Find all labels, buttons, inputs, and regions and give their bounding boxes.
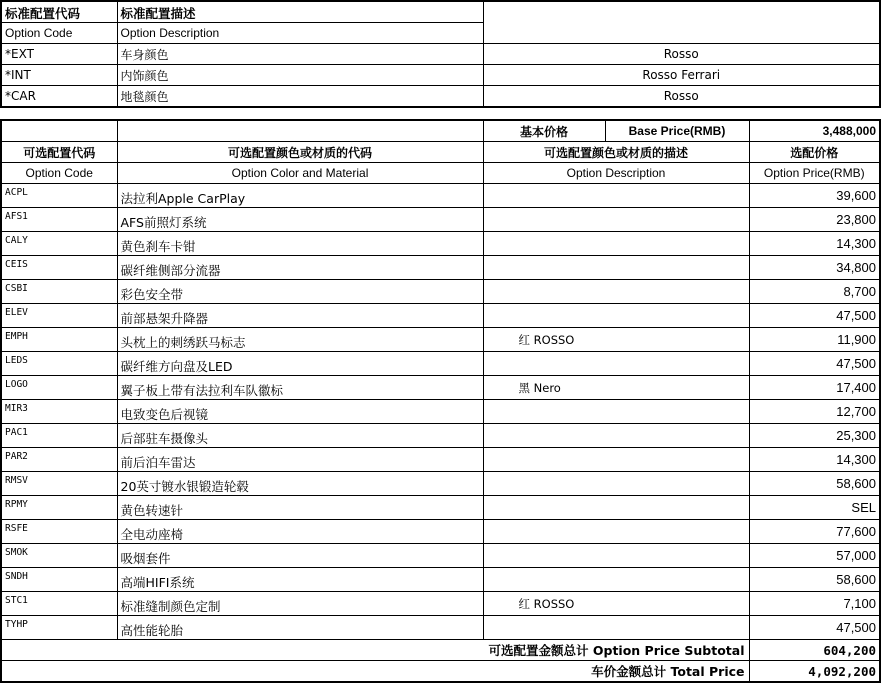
option-code: EMPH	[1, 328, 117, 352]
total-row	[1, 661, 880, 683]
option-price: 47,500	[749, 304, 880, 328]
option-material: 黄色转速针	[117, 496, 483, 520]
std-header-desc-en: Option Description	[117, 23, 483, 44]
option-code: TYHP	[1, 616, 117, 640]
std-desc: 内饰颜色	[117, 65, 483, 86]
option-row	[1, 544, 880, 568]
header-desc-cn: 可选配置颜色或材质的描述	[483, 142, 749, 163]
option-material: 电致变色后视镜	[117, 400, 483, 424]
option-code: LEDS	[1, 352, 117, 376]
option-code: MIR3	[1, 400, 117, 424]
header-price-cn: 选配价格	[749, 142, 880, 163]
option-description	[483, 232, 749, 256]
std-row	[1, 65, 880, 86]
blank-cell	[1, 120, 117, 142]
option-row	[1, 328, 880, 352]
option-row	[1, 256, 880, 280]
option-price: 12,700	[749, 400, 880, 424]
option-description	[483, 256, 749, 280]
std-header-code-cn: 标准配置代码	[1, 1, 117, 23]
option-row	[1, 424, 880, 448]
option-material: 彩色安全带	[117, 280, 483, 304]
option-code: SMOK	[1, 544, 117, 568]
option-material: 吸烟套件	[117, 544, 483, 568]
subtotal-value: 604,200	[749, 640, 880, 661]
option-price: 14,300	[749, 232, 880, 256]
std-desc: 车身颜色	[117, 44, 483, 65]
option-description	[483, 184, 749, 208]
option-price: 47,500	[749, 352, 880, 376]
option-material: 黄色刹车卡钳	[117, 232, 483, 256]
option-material: 前后泊车雷达	[117, 448, 483, 472]
option-code: CEIS	[1, 256, 117, 280]
option-price: 25,300	[749, 424, 880, 448]
option-code: CALY	[1, 232, 117, 256]
option-row	[1, 616, 880, 640]
option-code: PAR2	[1, 448, 117, 472]
header-code-cn: 可选配置代码	[1, 142, 117, 163]
std-row	[1, 44, 880, 65]
option-row	[1, 472, 880, 496]
option-description	[483, 208, 749, 232]
option-code: RMSV	[1, 472, 117, 496]
option-description	[483, 352, 749, 376]
option-code: PAC1	[1, 424, 117, 448]
option-row	[1, 184, 880, 208]
option-price: 77,600	[749, 520, 880, 544]
options-header-cn	[1, 142, 880, 163]
option-code: SNDH	[1, 568, 117, 592]
standard-options-table	[0, 0, 881, 108]
option-row	[1, 208, 880, 232]
option-code: RPMY	[1, 496, 117, 520]
option-code: RSFE	[1, 520, 117, 544]
option-material: 高性能轮胎	[117, 616, 483, 640]
option-code: ACPL	[1, 184, 117, 208]
std-desc: 地毯颜色	[117, 86, 483, 108]
optional-options-table	[0, 119, 881, 683]
std-code: *INT	[1, 65, 117, 86]
option-row	[1, 448, 880, 472]
std-code: *CAR	[1, 86, 117, 108]
std-header-desc-cn: 标准配置描述	[117, 1, 483, 23]
option-description: 黑 Nero	[483, 376, 749, 400]
option-description	[483, 544, 749, 568]
option-price: 17,400	[749, 376, 880, 400]
option-row	[1, 592, 880, 616]
option-price: 58,600	[749, 568, 880, 592]
options-header-en	[1, 163, 880, 184]
option-row	[1, 568, 880, 592]
option-row	[1, 232, 880, 256]
option-price: 11,900	[749, 328, 880, 352]
option-description	[483, 520, 749, 544]
std-value: Rosso	[483, 86, 880, 108]
option-material: 法拉利Apple CarPlay	[117, 184, 483, 208]
option-row	[1, 376, 880, 400]
std-header-code-en: Option Code	[1, 23, 117, 44]
option-code: LOGO	[1, 376, 117, 400]
option-price: 47,500	[749, 616, 880, 640]
std-value: Rosso Ferrari	[483, 65, 880, 86]
option-row	[1, 496, 880, 520]
option-row	[1, 352, 880, 376]
option-price: 8,700	[749, 280, 880, 304]
option-material: 20英寸镀水银锻造轮毂	[117, 472, 483, 496]
option-price: 58,600	[749, 472, 880, 496]
header-material-cn: 可选配置颜色或材质的代码	[117, 142, 483, 163]
option-code: CSBI	[1, 280, 117, 304]
std-value: Rosso	[483, 44, 880, 65]
option-material: 翼子板上带有法拉利车队徽标	[117, 376, 483, 400]
header-code-en: Option Code	[1, 163, 117, 184]
option-description	[483, 448, 749, 472]
option-code: STC1	[1, 592, 117, 616]
header-price-en: Option Price(RMB)	[749, 163, 880, 184]
base-price-row	[1, 120, 880, 142]
option-material: 头枕上的刺绣跃马标志	[117, 328, 483, 352]
std-code: *EXT	[1, 44, 117, 65]
option-description	[483, 568, 749, 592]
option-price: SEL	[749, 496, 880, 520]
option-price: 34,800	[749, 256, 880, 280]
blank-cell	[117, 120, 483, 142]
option-material: 前部悬架升降器	[117, 304, 483, 328]
total-value: 4,092,200	[749, 661, 880, 683]
option-row	[1, 520, 880, 544]
option-price: 57,000	[749, 544, 880, 568]
total-label: 车价金额总计 Total Price	[1, 661, 749, 683]
option-description	[483, 616, 749, 640]
option-code: ELEV	[1, 304, 117, 328]
option-material: 高端HIFI系统	[117, 568, 483, 592]
std-row	[1, 86, 880, 108]
option-material: AFS前照灯系统	[117, 208, 483, 232]
option-price: 39,600	[749, 184, 880, 208]
option-code: AFS1	[1, 208, 117, 232]
option-material: 全电动座椅	[117, 520, 483, 544]
std-header-blank	[483, 1, 880, 44]
option-material: 后部驻车摄像头	[117, 424, 483, 448]
option-description: 红 ROSSO	[483, 328, 749, 352]
option-description	[483, 472, 749, 496]
subtotal-row	[1, 640, 880, 661]
option-price: 7,100	[749, 592, 880, 616]
header-desc-en: Option Description	[483, 163, 749, 184]
base-price-label-en: Base Price(RMB)	[605, 120, 749, 142]
option-material: 标准缝制颜色定制	[117, 592, 483, 616]
option-description: 红 ROSSO	[483, 592, 749, 616]
option-price: 14,300	[749, 448, 880, 472]
option-material: 碳纤维侧部分流器	[117, 256, 483, 280]
base-price-value: 3,488,000	[749, 120, 880, 142]
option-row	[1, 280, 880, 304]
option-row	[1, 400, 880, 424]
option-description	[483, 496, 749, 520]
option-material: 碳纤维方向盘及LED	[117, 352, 483, 376]
option-description	[483, 400, 749, 424]
base-price-label-cn: 基本价格	[483, 120, 605, 142]
option-description	[483, 424, 749, 448]
header-material-en: Option Color and Material	[117, 163, 483, 184]
option-description	[483, 280, 749, 304]
option-row	[1, 304, 880, 328]
subtotal-label: 可选配置金额总计 Option Price Subtotal	[1, 640, 749, 661]
option-description	[483, 304, 749, 328]
option-price: 23,800	[749, 208, 880, 232]
